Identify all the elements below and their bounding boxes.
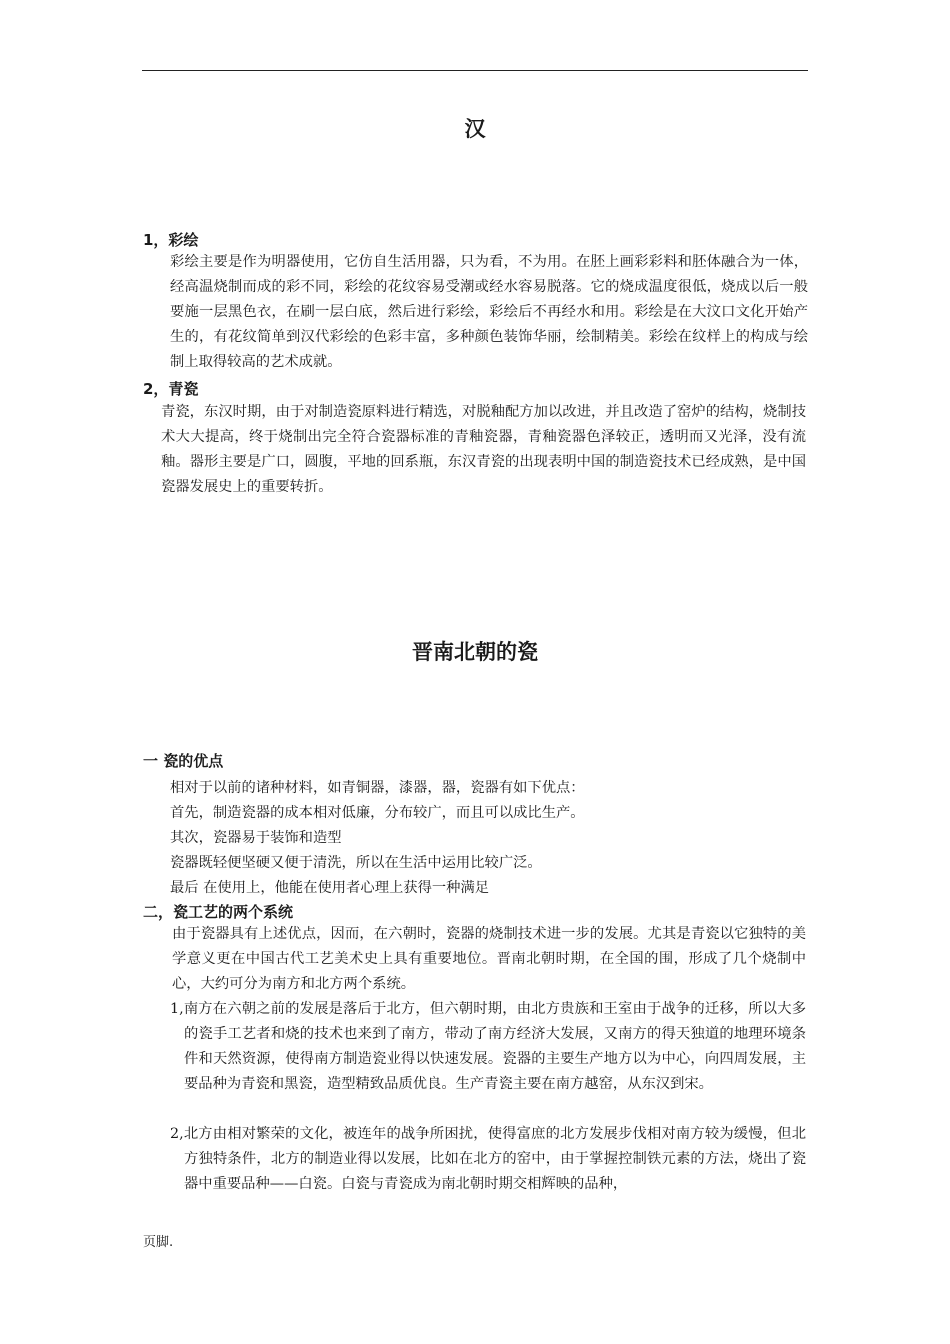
heading-celadon: 2，青瓷 [143,380,199,398]
paragraph-painted-pottery: 彩绘主要是作为明器使用，它仿自生活用器，只为看，不为用。在胚上画彩彩料和胚体融合为一体，经高温烧制而成的彩不同，彩绘的花纹容易受潮或经水容易脱落。它的烧成温度很低，烧成以后一般要施一层黑色衣，在刷一层白底，然后进行彩绘，彩绘后不再经水和用。彩绘是在大汶口文化开始产生的，有花纹简单到汉代彩绘的色彩丰富，多种颜色装饰华丽，绘制精美。彩绘在纹样上的构成与绘制上取得较高的艺术成就。 [170,254,808,370]
paragraph-south-system: 1,南方在六朝之前的发展是落后于北方，但六朝时期，由北方贵族和王室由于战争的迁移，所以大多的瓷手工艺者和烧的技术也来到了南方，带动了南方经济大发展，又南方的得天独道的地理环境条件和天然资源，使得南方制造瓷业得以快速发展。瓷器的主要生产地方以为中心，向四周发展，主要品种为青瓷和黑瓷，造型精致品质优良。生产青瓷主要在南方越窑，从东汉到宋。 [170,1001,806,1092]
section-title-jin: 晋南北朝的瓷 [412,640,538,664]
advantage-line-2: 首先，制造瓷器的成本相对低廉，分布较广，而且可以成比生产。 [170,805,585,821]
heading-advantages: 一 瓷的优点 [143,752,224,770]
advantage-line-1: 相对于以前的诸种材料，如青铜器，漆器，器，瓷器有如下优点： [170,780,585,796]
advantage-line-5: 最后 在使用上，他能在使用者心理上获得一种满足 [170,880,490,896]
advantage-line-4: 瓷器既轻便坚硬又便于清洗，所以在生活中运用比较广泛。 [170,855,542,871]
page-footer: 页脚. [143,1235,174,1250]
paragraph-two-systems-intro: 由于瓷器具有上述优点，因而，在六朝时，瓷器的烧制技术进一步的发展。尤其是青瓷以它独特的美学意义更在中国古代工艺美术史上具有重要地位。晋南北朝时期，在全国的围，形成了几个烧制中心，大约可分为南方和北方两个系统。 [172,926,806,992]
paragraph-north-system: 2,北方由相对繁荣的文化，被连年的战争所困扰，使得富庶的北方发展步伐相对南方较为缓慢，但北方独特条件，北方的制造业得以发展，比如在北方的窑中，由于掌握控制铁元素的方法，烧出了瓷器中重要品种——白瓷。白瓷与青瓷成为南北朝时期交相辉映的品种， [170,1126,806,1192]
header-rule [142,70,808,71]
paragraph-celadon: 青瓷，东汉时期，由于对制造瓷原料进行精选，对脱釉配方加以改进，并且改造了窑炉的结构，烧制技术大大提高，终于烧制出完全符合瓷器标准的青釉瓷器，青釉瓷器色泽较正，透明而又光泽，没有流釉。器形主要是广口，圆腹，平地的回系瓶，东汉青瓷的出现表明中国的制造瓷技术已经成熟，是中国瓷器发展史上的重要转折。 [161,404,806,495]
heading-painted-pottery: 1，彩绘 [143,231,199,249]
heading-two-systems: 二，瓷工艺的两个系统 [143,903,294,921]
section-title-han: 汉 [464,117,486,141]
advantage-line-3: 其次，瓷器易于装饰和造型 [170,830,342,846]
